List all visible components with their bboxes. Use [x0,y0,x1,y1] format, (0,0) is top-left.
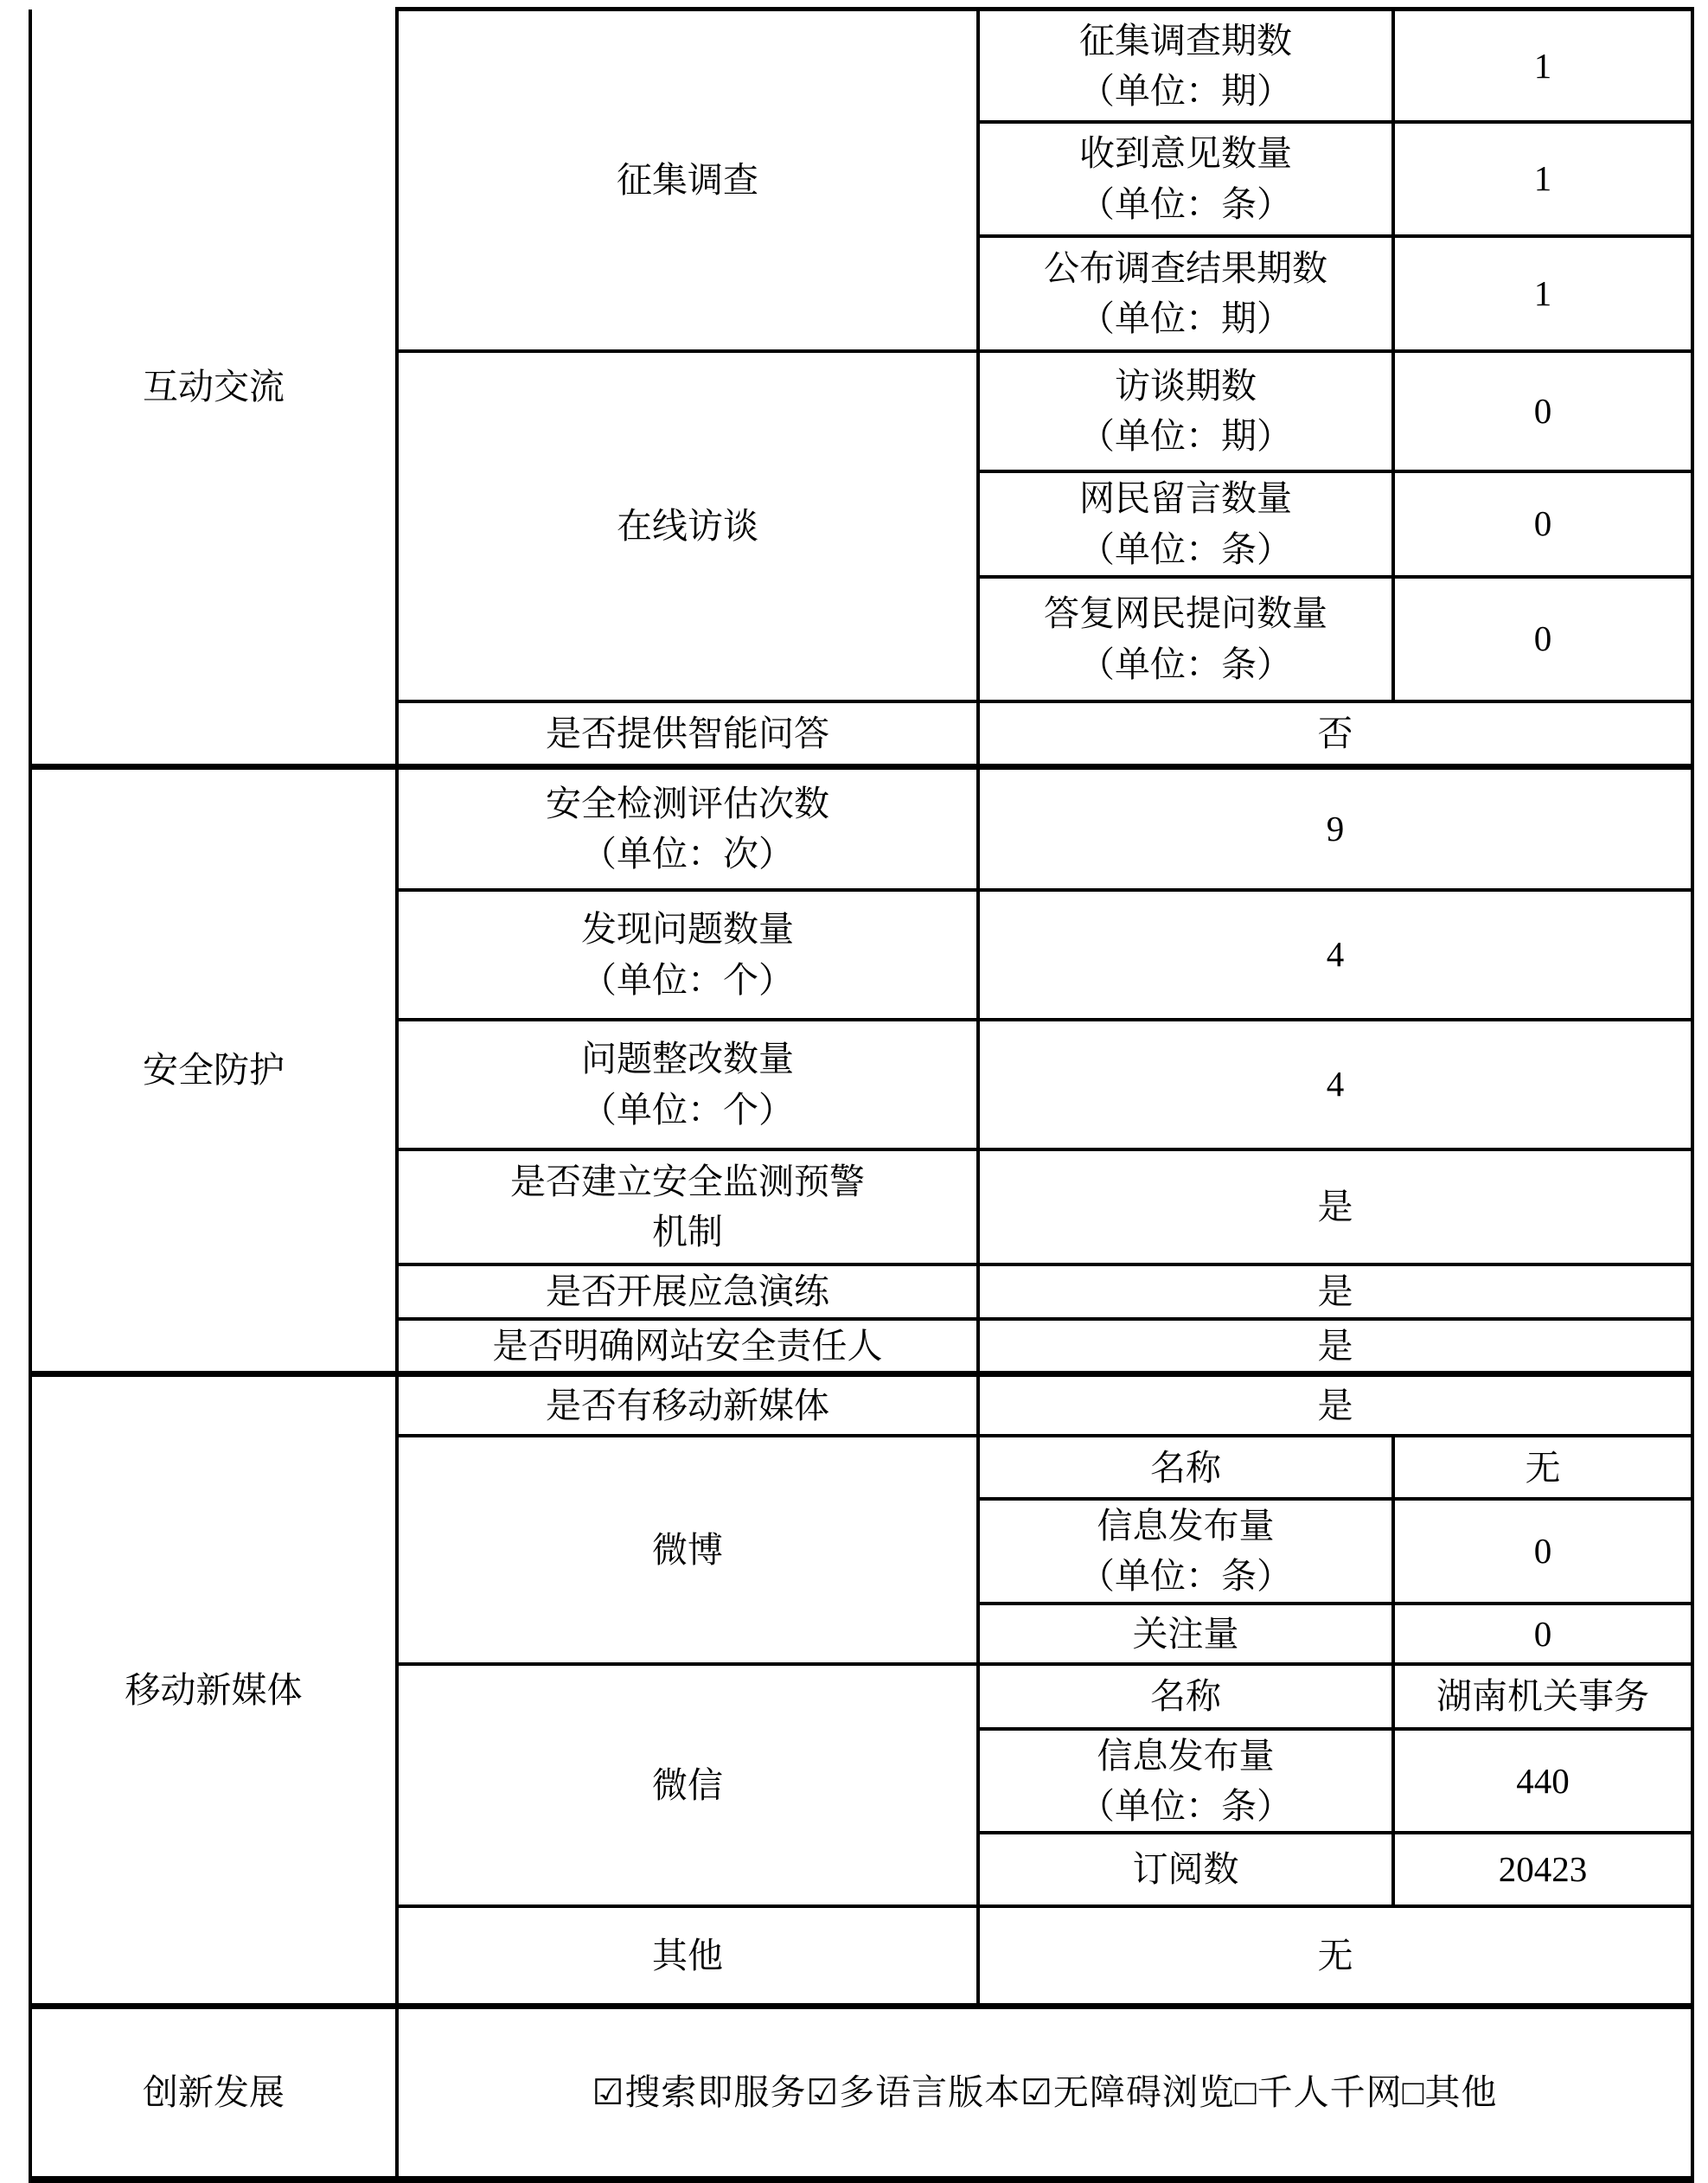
metric-label-cell: 名称 [978,1664,1393,1729]
metric-unit: （单位：个） [581,959,794,1000]
metric-label: 答复网民提问数量 [1044,593,1327,634]
metric-value-cell: 0 [1393,351,1692,471]
group-label-weibo: 微博 [397,1436,978,1663]
metric-label-cell [397,1020,978,1149]
metric-value-cell: 是 [978,1373,1692,1436]
metric-label-cell [978,1499,1393,1603]
metric-label-line2: 机制 [652,1212,723,1252]
metric-value-cell: 4 [978,1020,1692,1149]
metric-unit: （单位：条） [1079,1785,1292,1826]
metric-label: 安全检测评估次数 [546,784,829,824]
metric-label: 发现问题数量 [581,909,794,950]
metric-value-cell: 是 [978,1264,1692,1319]
metric-label-cell: 是否有移动新媒体 [397,1373,978,1436]
metric-label-cell [978,122,1393,236]
metric-unit: （单位：期） [1079,70,1292,111]
metric-value-cell: 0 [1393,1604,1692,1664]
metric-label: 是否建立安全监测预警 [510,1161,865,1201]
metric-label-cell [978,351,1393,471]
metric-unit: （单位：次） [581,834,794,874]
metric-value-cell: 0 [1393,1499,1692,1603]
metric-label: 网民留言数量 [1079,478,1292,519]
metric-label-cell: 名称 [978,1436,1393,1499]
metric-unit: （单位：条） [1079,643,1292,684]
metric-label-cell [978,1729,1393,1833]
annual-report-table [29,7,1694,2183]
metric-label: 访谈期数 [1115,365,1257,406]
metric-value-cell: 否 [978,701,1692,767]
metric-label-cell: 是否开展应急演练 [397,1264,978,1319]
metric-value-cell: 无 [1393,1436,1692,1499]
section-label-security: 安全防护 [30,767,397,1374]
metric-label-cell [978,471,1393,577]
metric-unit: （单位：个） [581,1089,794,1130]
metric-label-cell [397,1149,978,1264]
metric-unit: （单位：条） [1079,183,1292,224]
metric-value-cell: 是 [978,1149,1692,1264]
metric-label-cell [978,577,1393,701]
group-label-interview: 在线访谈 [397,351,978,701]
metric-label: 信息发布量 [1097,1506,1275,1546]
metric-unit: （单位：条） [1079,528,1292,569]
metric-value-cell: 1 [1393,236,1692,351]
metric-value-cell: 20423 [1393,1833,1692,1906]
metric-value-cell: 440 [1393,1729,1692,1833]
metric-label: 征集调查期数 [1079,20,1292,61]
metric-value-cell: 1 [1393,10,1692,122]
metric-value-cell: 1 [1393,122,1692,236]
metric-label-cell [397,890,978,1020]
metric-label-cell: 订阅数 [978,1833,1393,1906]
metric-label: 问题整改数量 [581,1039,794,1079]
section-label-mobile-media: 移动新媒体 [30,1373,397,2006]
metric-value-cell: 是 [978,1319,1692,1374]
metric-label-cell: 是否明确网站安全责任人 [397,1319,978,1374]
metric-value-cell: 9 [978,767,1692,890]
metric-label: 收到意见数量 [1079,133,1292,174]
section-label-interaction: 互动交流 [30,10,397,767]
metric-value-cell: 湖南机关事务 [1393,1664,1692,1729]
metric-label-cell [978,236,1393,351]
metric-label-cell: 是否提供智能问答 [397,701,978,767]
innovation-options-checkboxes: ☑搜索即服务☑多语言版本☑无障碍浏览□千人千网□其他 [592,2072,1498,2113]
metric-unit: （单位：期） [1079,416,1292,456]
metric-label-cell [978,10,1393,122]
metric-value-cell: 0 [1393,577,1692,701]
metric-label-cell: 关注量 [978,1604,1393,1664]
metric-unit: （单位：条） [1079,1556,1292,1597]
section-label-innovation: 创新发展 [30,2006,397,2180]
metric-label: 信息发布量 [1097,1735,1275,1776]
innovation-options-cell [397,2006,1692,2180]
metric-unit: （单位：期） [1079,298,1292,338]
metric-value-cell: 无 [978,1906,1692,2006]
metric-value-cell: 4 [978,890,1692,1020]
metric-label-cell [397,767,978,890]
metric-value-cell: 0 [1393,471,1692,577]
group-label-wechat: 微信 [397,1664,978,1906]
metric-label-cell: 其他 [397,1906,978,2006]
metric-label: 公布调查结果期数 [1044,247,1327,288]
group-label-survey: 征集调查 [397,10,978,351]
